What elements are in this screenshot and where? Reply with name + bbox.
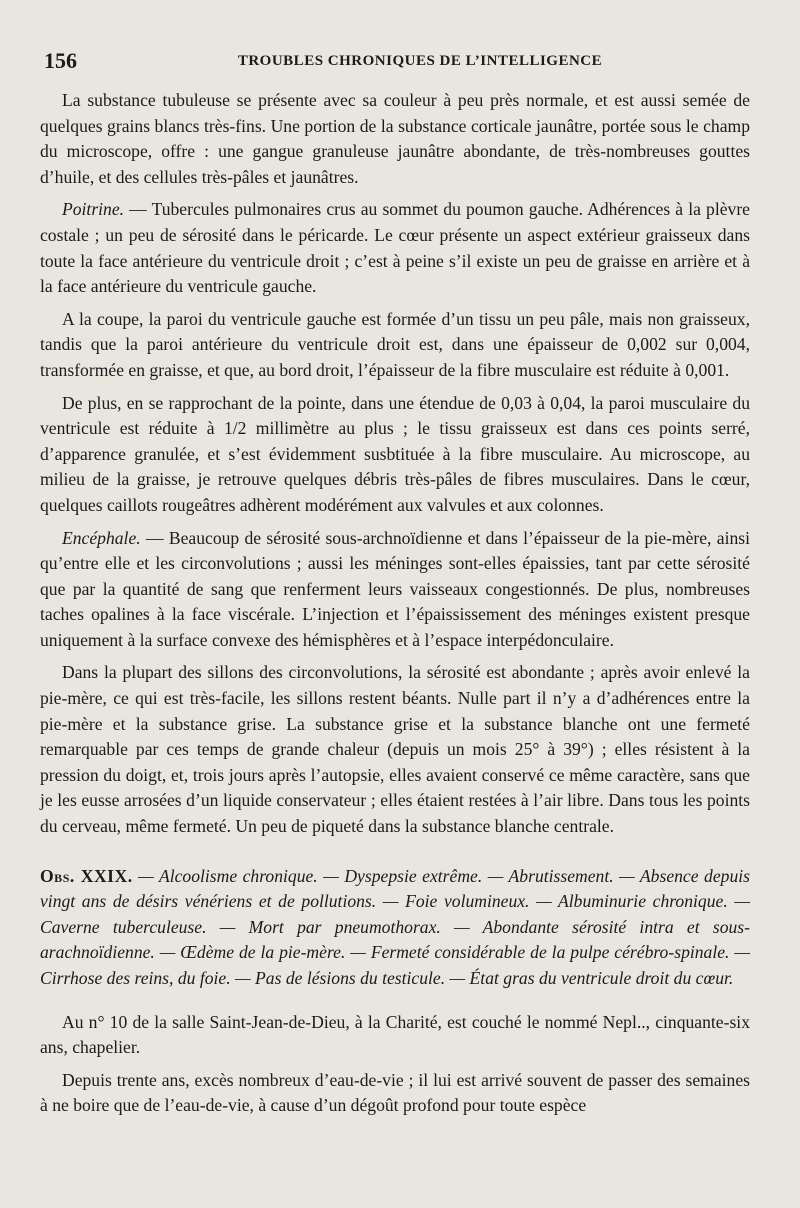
section-label-encephale: Encéphale. bbox=[62, 527, 141, 548]
observation-number: Obs. XXIX. bbox=[40, 865, 133, 886]
observation-summary: — Alcoolisme chronique. — Dyspepsie extrême. — Abrutissement. — Absence depuis vingt ans de désirs vénériens et de pollutions. — Foie volumineux. — Albuminurie chronique. — Caverne tuberculeuse. — Mort par pneumothorax. — Abondante sérosité intra et sous-arachnoïdienne. — Œdème de la pie-mère. — Fermeté considérable de la pulpe cérébro-spinale. — Cirrhose des reins, du foie. — Pas de lésions du testicule. — État gras du ventricule droit du cœur. bbox=[40, 865, 750, 988]
paragraph-1: La substance tubuleuse se présente avec sa couleur à peu près normale, et est aussi semée de quelques grains blancs très-fins. Une portion de la substance corticale jaunâtre, portée sous le champ du microscope, offre : une gangue granuleuse jaunâtre abondante, de très-nombreuses gouttes d’huile, et des cellules très-pâles et jaunâtres. bbox=[40, 90, 750, 187]
section-label-poitrine: Poitrine. bbox=[62, 199, 125, 220]
paragraph-pointe: De plus, en se rapprochant de la pointe, dans une étendue de 0,03 à 0,04, la paroi musculaire du ventricule est réduite à 1/2 millimètre au plus ; le tissu graisseux est dans ces points serré, d’apparence granulée, et s’est évidemment susbtituée à la fibre musculaire. Au microscope, au milieu de la graisse, je retrouve quelques débris très-pâles de fibres musculaires. Dans le cœur, quelques caillots rougeâtres adhèrent modérément aux valvules et aux colonnes. bbox=[40, 392, 750, 515]
paragraph-encephale bbox=[40, 526, 750, 654]
paragraph-history: Depuis trente ans, excès nombreux d’eau-de-vie ; il lui est arrivé souvent de passer des semaines à ne boire que de l’eau-de-vie, à cause d’un dégoût profond pour toute espèce bbox=[40, 1069, 750, 1116]
body-text bbox=[40, 88, 750, 1119]
paragraph-patient: Au n° 10 de la salle Saint-Jean-de-Dieu, à la Charité, est couché le nommé Nepl.., cinquante-six ans, chapelier. bbox=[40, 1011, 750, 1058]
paragraph-encephale-text: — Beaucoup de sérosité sous-archnoïdienne et dans l’épaisseur de la pie-mère, ainsi qu’entre elle et les circonvolutions ; aussi les méninges sont-elles épaissies, tant par cette sérosité que par la quantité de sang que renferment leurs vaisseaux congestionnés. De plus, nombreuses taches opalines à la face viscérale. L’injection et l’épaississement des méninges existent presque uniquement à la surface convexe des hémisphères et à l’espace interpédonculaire. bbox=[40, 527, 750, 650]
running-title: TROUBLES CHRONIQUES DE L’INTELLIGENCE bbox=[237, 53, 603, 69]
paragraph-poitrine-text: — Tubercules pulmonaires crus au sommet du poumon gauche. Adhérences à la plèvre costale ; un peu de sérosité dans le péricarde. Le cœur présente un aspect extérieur graisseux dans toute la face antérieure du ventricule droit ; c’est à peine s’il existe un peu de graisse en arrière et à la face antérieure du ventricule gauche. bbox=[40, 199, 750, 297]
page-header bbox=[44, 48, 756, 78]
observation-heading bbox=[40, 864, 750, 992]
page-number: 156 bbox=[44, 48, 77, 73]
paragraph-coupe: A la coupe, la paroi du ventricule gauche est formée d’un tissu un peu pâle, mais non graisseux, tandis que la paroi antérieure du ventricule droit est, dans une épaisseur de 0,002 sur 0,004, transformée en graisse, et que, au bord droit, l’épaisseur de la fibre musculaire est réduite à 0,001. bbox=[40, 308, 750, 380]
paragraph-sillons: Dans la plupart des sillons des circonvolutions, la sérosité est abondante ; après avoir enlevé la pie-mère, ce qui est très-facile, les sillons restent béants. Nulle part il n’y a d’adhérences entre la pie-mère et la substance grise. La substance grise et la substance blanche ont une fermeté remarquable par ces temps de grande chaleur (depuis un mois 25° à 39°) ; elles résistent à la pression du doigt, et, trois jours après l’autopsie, elles avaient conservé ce même caractère, sans que je les eusse arrosées d’un liquide conservateur ; elles étaient restées à l’air libre. Dans tous les points du cerveau, même fermeté. Un peu de piqueté dans la substance blanche centrale. bbox=[40, 662, 750, 837]
paragraph-poitrine bbox=[40, 197, 750, 299]
